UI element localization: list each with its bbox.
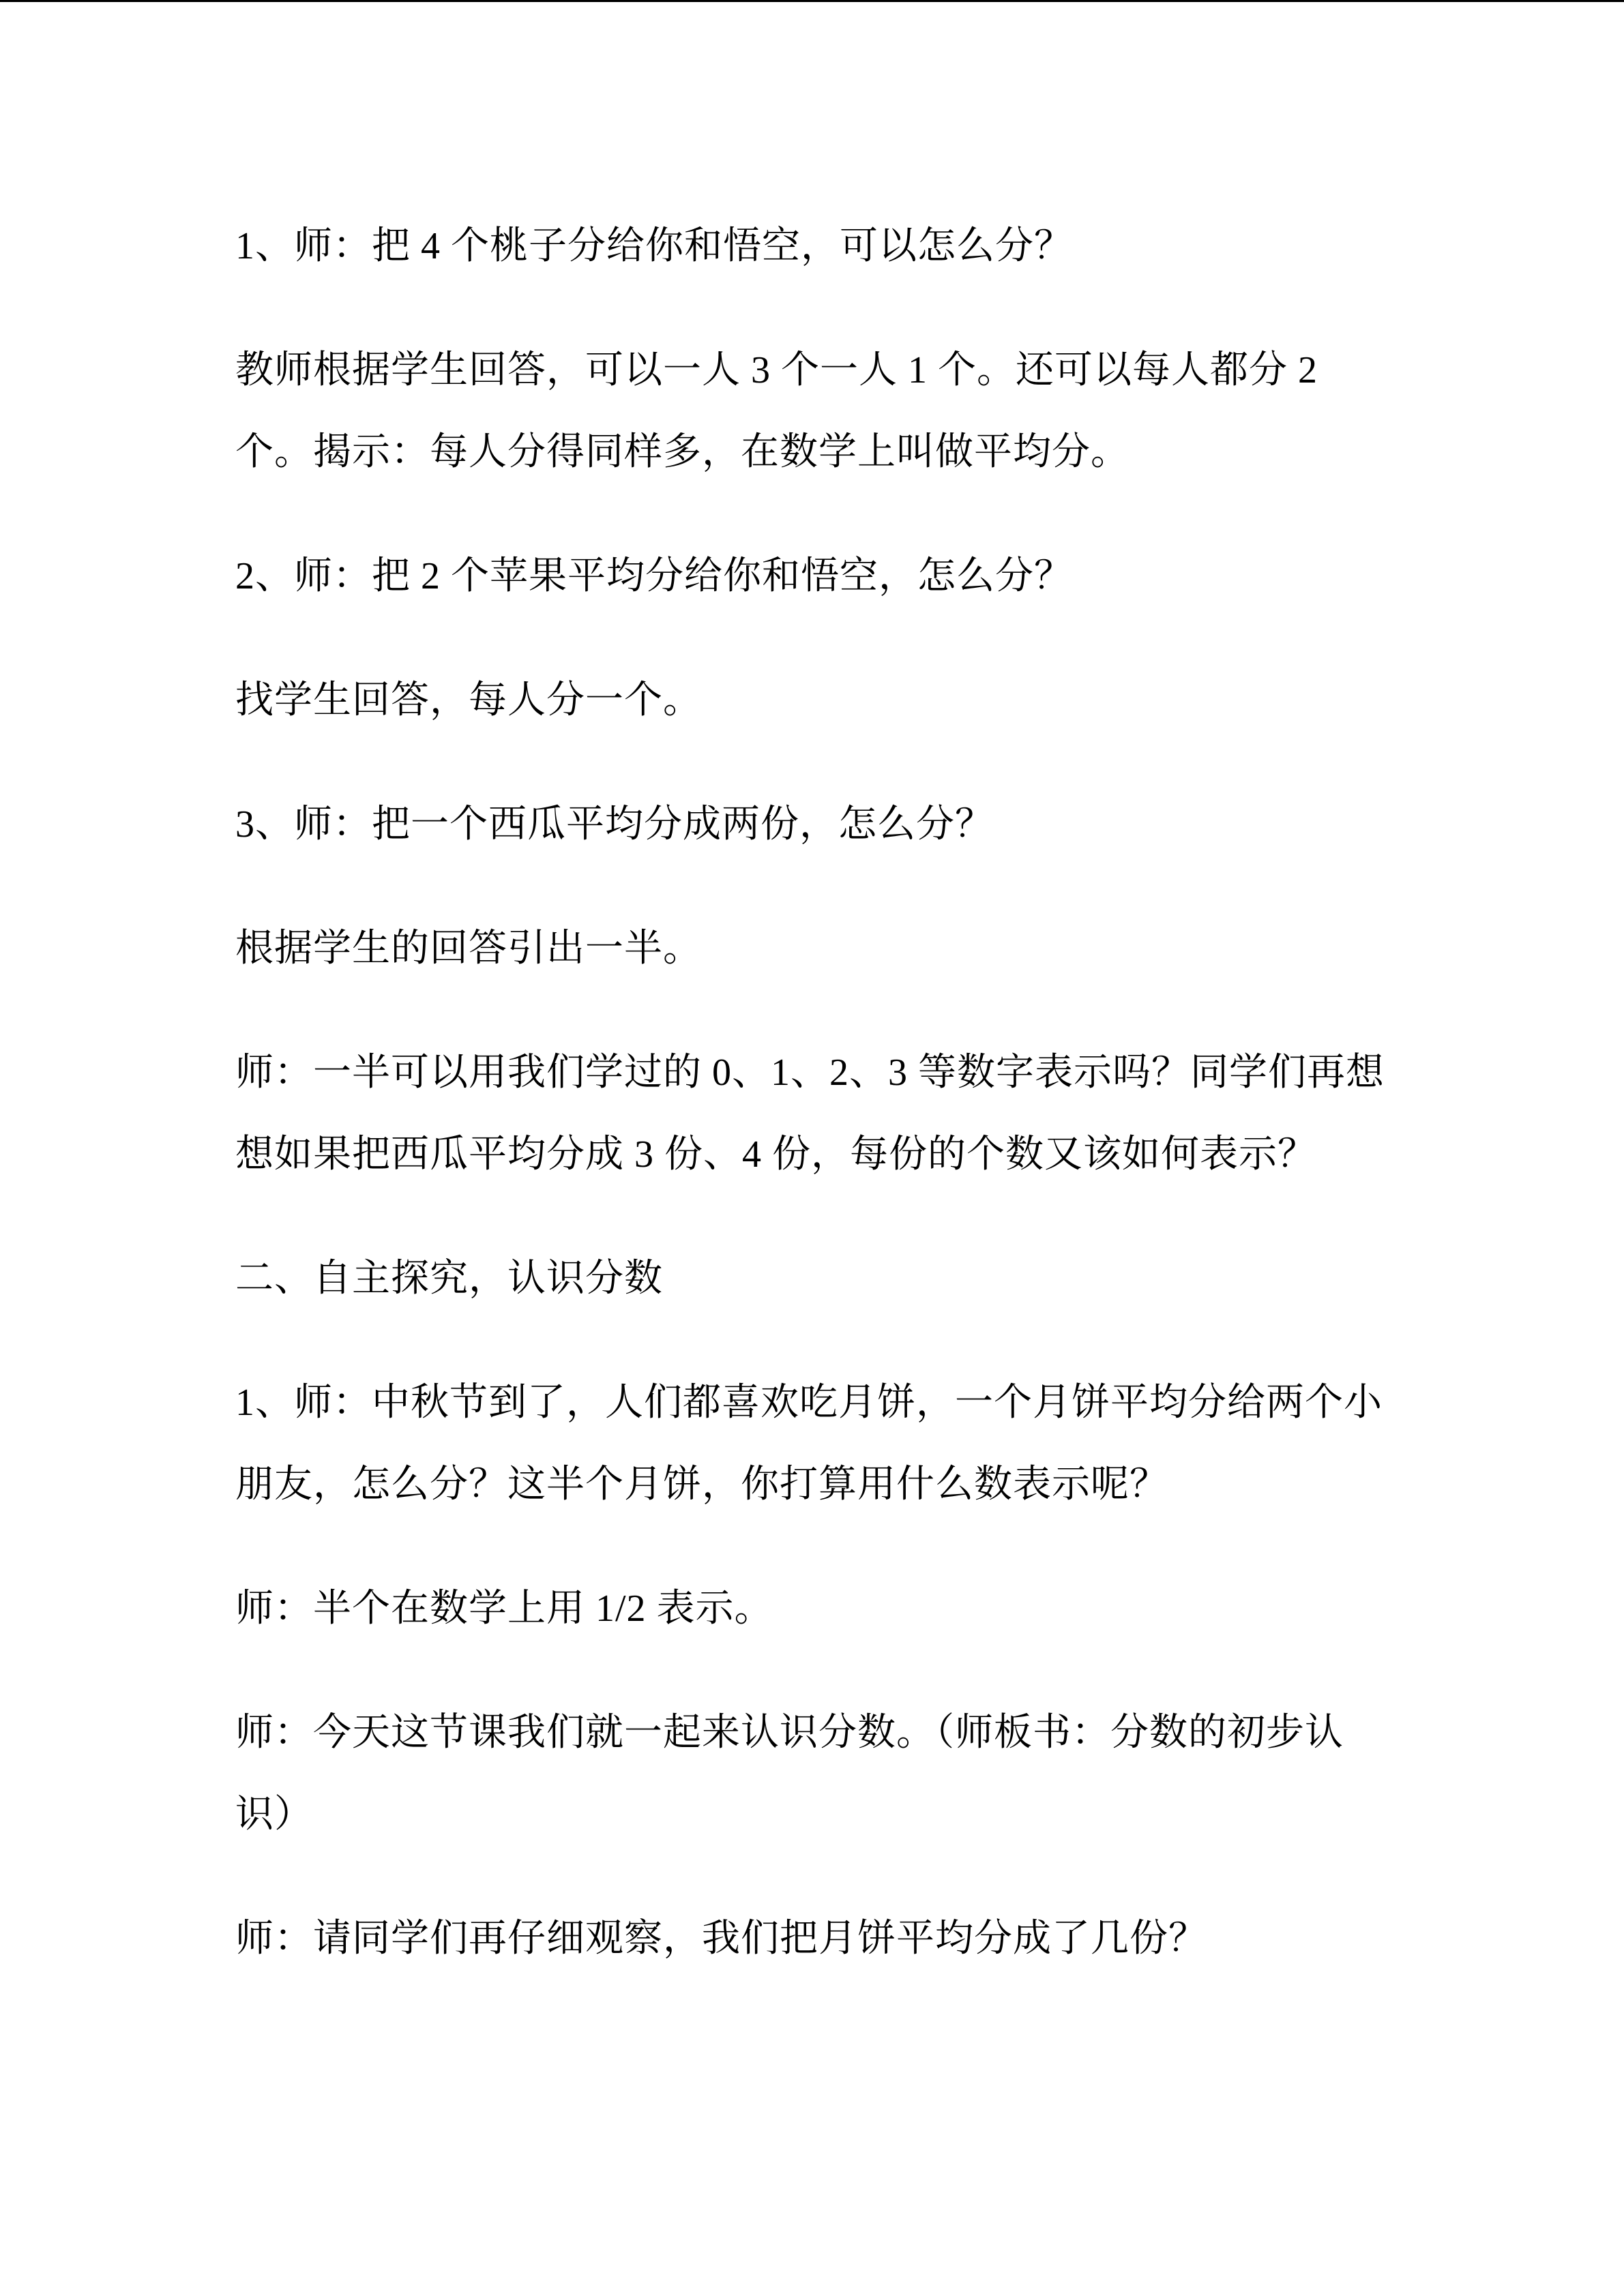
text-line: 2、师：把 2 个苹果平均分给你和悟空，怎么分？ [235, 555, 1073, 597]
paragraph [235, 1032, 1453, 1195]
paragraph [235, 1898, 1453, 1980]
paragraph [235, 1568, 1453, 1650]
paragraph [235, 535, 1453, 617]
text-line: 朋友，怎么分？这半个月饼，你打算用什么数表示呢？ [235, 1463, 1168, 1506]
text-line: 教师根据学生回答，可以一人 3 个一人 1 个。还可以每人都分 2 [235, 349, 1318, 391]
paragraph [235, 329, 1453, 493]
text-line: 1、师：把 4 个桃子分给你和悟空，可以怎么分？ [235, 225, 1073, 267]
text-line: 根据学生的回答引出一半。 [235, 927, 702, 970]
text-line: 1、师：中秋节到了，人们都喜欢吃月饼，一个月饼平均分给两个小 [235, 1382, 1383, 1424]
document-body [235, 205, 1453, 1980]
text-line: 二、自主探究，认识分数 [235, 1257, 663, 1300]
text-line: 师：今天这节课我们就一起来认识分数。（师板书：分数的初步认 [235, 1712, 1344, 1754]
text-line: 识） [235, 1793, 313, 1836]
text-line: 师：请同学们再仔细观察，我们把月饼平均分成了几份？ [235, 1918, 1207, 1960]
paragraph [235, 659, 1453, 741]
text-line: 想如果把西瓜平均分成 3 份、4 份，每份的个数又该如何表示？ [235, 1133, 1316, 1176]
text-line: 师：半个在数学上用 1/2 表示。 [235, 1587, 773, 1630]
paragraph [235, 1362, 1453, 1525]
text-line: 3、师：把一个西瓜平均分成两份，怎么分？ [235, 803, 994, 846]
text-line: 个。揭示：每人分得同样多，在数学上叫做平均分。 [235, 431, 1130, 473]
text-line: 找学生回答，每人分一个。 [235, 679, 702, 721]
paragraph [235, 784, 1453, 865]
paragraph [235, 1692, 1453, 1855]
paragraph [235, 205, 1453, 287]
paragraph [235, 1238, 1453, 1320]
text-line: 师：一半可以用我们学过的 0、1、2、3 等数字表示吗？同学们再想 [235, 1052, 1385, 1094]
paragraph [235, 908, 1453, 989]
